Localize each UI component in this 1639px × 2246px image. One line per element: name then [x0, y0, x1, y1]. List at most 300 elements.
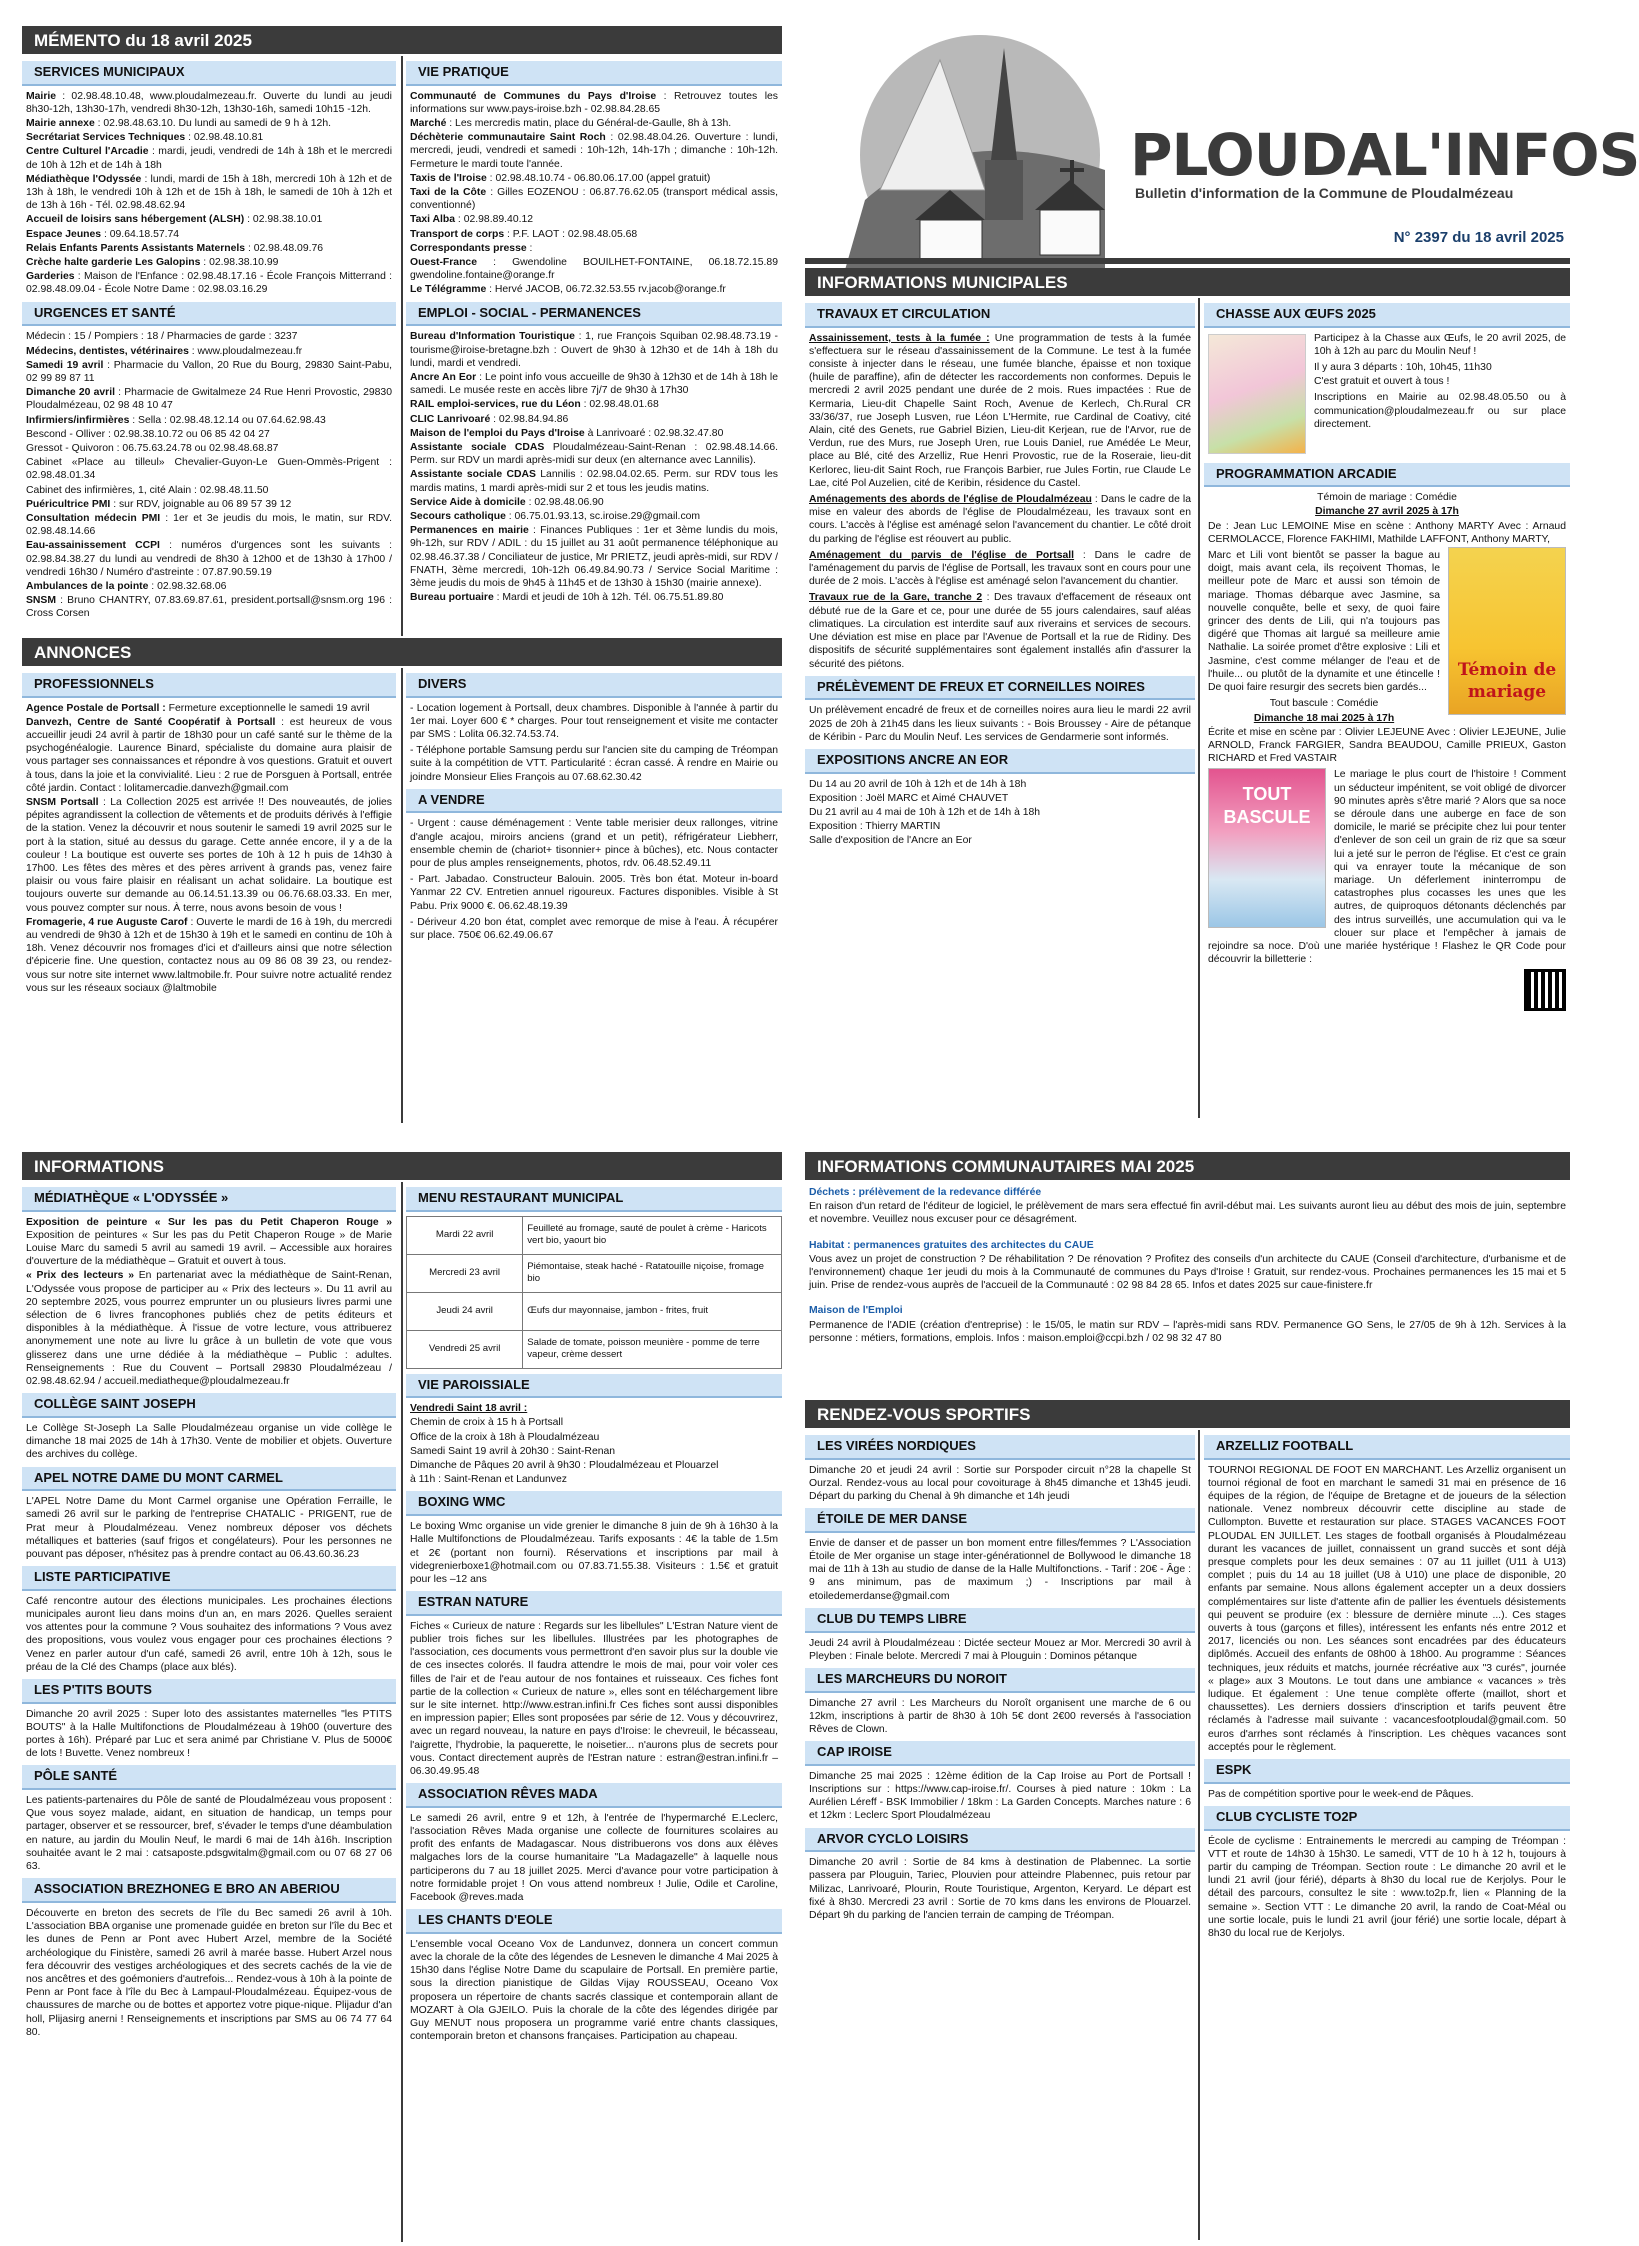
- cap-iroise-heading: CAP IROISE: [805, 1741, 1195, 1766]
- informations-title: INFORMATIONS: [22, 1152, 782, 1180]
- item-text: : P.F. LAOT : 02.98.48.05.68: [504, 228, 638, 240]
- college-text: Le Collège St-Joseph La Salle Ploudalmézeau organise un vide collège le dimanche 18 mai 2025 de 14h à 17h30. Vente de mobilier et objets. Ouverture des archives du collège.: [26, 1422, 392, 1461]
- annonces-divider: [401, 668, 403, 1123]
- paroissiale-heading: VIE PAROISSIALE: [406, 1374, 782, 1399]
- show2-heading: Tout bascule : Comédie: [1269, 698, 1379, 710]
- list-item: [26, 702, 392, 715]
- item-label: Médiathèque l'Odyssée: [26, 173, 142, 185]
- item-text: : 02.98.48.06.90: [525, 496, 604, 508]
- item-text: : www.ploudalmezeau.fr: [188, 345, 303, 357]
- arcadie-block: [1204, 491, 1570, 1011]
- freux-text: Un prélèvement encadré de freux et de corneilles noires aura lieu le mardi 22 avril 2025 de 20h à 21h45 dans les lieux suivants : - Bois Broussey - Aire de pétanque de Kéribin - Parc du Moulin Neuf. Les services de Gendarmerie sont informés.: [809, 705, 1191, 743]
- item-text: : Ouverte le mardi de 16 à 19h, du mercredi au vendredi de 9h30 à 12h et de 15h30 à 19h et le samedi en continu de 10h à 18h. Venez découvrir nos fromages d'ici et d'ailleurs ainsi que notre sélection d'épicerie fine. Une question, contactez nous au 09 86 08 39 23, ou rendez-vous sur notre site internet www.laltmobile.fr. Pour suivre notre actualité rendez vous sur les réseaux sociaux @laltmobile: [26, 916, 392, 994]
- noroit-text: Dimanche 27 avril : Les Marcheurs du Noroît organisent une marche de 6 ou 12km, inscriptions à partir de 8h30 à 10h 5€ dont 2€00 reversés à l'association Rêves de Clown.: [809, 1697, 1191, 1735]
- menu-day: Vendredi 25 avril: [407, 1330, 523, 1368]
- bba-heading: ASSOCIATION BREZHONEG E BRO AN ABERIOU: [22, 1878, 396, 1903]
- item-text: Gressot - Quivoron : 06.75.63.24.78 ou 02.98.48.68.87: [26, 442, 279, 454]
- item-label: Service Aide à domicile: [410, 496, 526, 508]
- list-item: [26, 359, 392, 385]
- list-item: [26, 117, 392, 130]
- eole-heading: LES CHANTS D'EOLE: [406, 1909, 782, 1934]
- list-item: [410, 398, 778, 411]
- list-item: [26, 228, 392, 241]
- communautaires-title: INFORMATIONS COMMUNAUTAIRES MAI 2025: [805, 1152, 1570, 1180]
- menu-heading: MENU RESTAURANT MUNICIPAL: [406, 1187, 782, 1212]
- show2-cast: Écrite et mise en scène par : Olivier LEJEUNE Avec : Olivier LEJEUNE, Julie ARNOLD, Franck FARGIER, Sandra BEAUDOU, Camille PRIEUX, Gaston RICHARD et Fred VASTAIR: [1208, 726, 1566, 765]
- show1-heading: Témoin de mariage : Comédie: [1317, 492, 1457, 504]
- item-text: : 02.98.48.04.26. Ouverture : lundi, mercredi, jeudi, vendredi et samedi : 10h-12h, 14h-17h ; dimanche : 10h-12h. Fermeture le mardi toute l'année.: [410, 132, 778, 170]
- item-label: Crèche halte garderie Les Galopins: [26, 257, 201, 269]
- item-text: : Mardi et jeudi de 10h à 12h. Tél. 06.75.51.89.80: [493, 592, 724, 604]
- expo-line: Du 14 au 20 avril de 10h à 12h et de 14h à 18h: [809, 778, 1027, 790]
- pole-sante-text: Les patients-partenaires du Pôle de santé de Ploudalmézeau vous proposent : Que vous soyez malade, aidant, en situation de handicap, un temps pour partager, observer et se ressourcer, bref, s'évader le temps d'une déambulation en nature, au jardin du Moulin Neuf, le mardi 6 mai de 14h à16h. Inscription souhaitée avant le 2 mai : catsaposte.pdsgwitalm@gmail.com ou 07 68 27 06 63.: [26, 1795, 392, 1873]
- item-text: : Gilles EOZENOU : 06.87.76.62.05 (transport médical assis, conventionné): [410, 187, 778, 212]
- paroissiale-line: à 11h : Saint-Renan et Landunvez: [410, 1474, 567, 1486]
- list-item: [26, 270, 392, 296]
- item-text: : Pharmacie de Gwitalmeze 24 Rue Henri Provostic, 29830 Ploudalmézeau, 02 98 48 10 47: [26, 387, 392, 412]
- item-label: Permanences en mairie: [410, 525, 529, 537]
- chasse-poster-image: [1208, 334, 1306, 454]
- communautaire-item-text: Vous avez un projet de construction ? De réhabilitation ? De rénovation ? Profitez des conseils d'un architecte du CAUE (Conseil d'architecture, d'urbanisme et de l'environnement) chaque 1er jeudi du mois à la Communauté de communes du Pays d'Iroise ! Gratuit, sur rendez-vous. Prochaines permanences les 15 mai et 5 juin. Prise de rendez-vous auprès de l'accueil de la Communauté : 02 98 84 28 65. Infos et dates 2025 sur caue-finistere.fr: [809, 1253, 1566, 1292]
- masthead: [805, 20, 1639, 290]
- menu-row: [407, 1254, 782, 1292]
- menu-row: [407, 1292, 782, 1330]
- item-text: Cabinet «Place au tilleul» Chevalier-Guyon-Le Guen-Ommès-Prigent : 02.98.48.01.34: [26, 457, 392, 482]
- expo-line: Exposition : Thierry MARTIN: [809, 821, 941, 833]
- communautaire-item-title: Habitat : permanences gratuites des architectes du CAUE: [809, 1239, 1094, 1251]
- masthead-subtitle: Bulletin d'information de la Commune de Ploudalmézeau: [1135, 185, 1514, 201]
- list-item: [26, 498, 392, 511]
- travaux-heading: TRAVAUX ET CIRCULATION: [805, 303, 1195, 328]
- travaux-item-title: Travaux rue de la Gare, tranche 2: [809, 592, 983, 604]
- virees-text: Dimanche 20 et jeudi 24 avril : Sortie sur Porspoder circuit n°28 la chapelle St Ourzal. Rendez-vous au local pour covoiturage à 8h45 dimanche et 13h45 jeudi. Départ du parking du Chenal à 9h dimanche et 14h jeudi: [809, 1464, 1191, 1503]
- item-text: : 02.98.48.10.81: [185, 132, 264, 144]
- etoile-heading: ÉTOILE DE MER DANSE: [805, 1508, 1195, 1533]
- list-item: [26, 716, 392, 795]
- boxing-heading: BOXING WMC: [406, 1491, 782, 1516]
- item-label: Garderies: [26, 271, 75, 283]
- item-text: : Gwendoline BOUILHET-FONTAINE, 06.18.72.15.89 gwendoline.fontaine@orange.fr: [410, 257, 778, 282]
- list-item: [410, 524, 778, 590]
- menu-row: [407, 1330, 782, 1368]
- chasse-line-2: Il y aura 3 départs : 10h, 10h45, 11h30: [1314, 362, 1492, 374]
- item-label: Secours catholique: [410, 510, 506, 522]
- item-text: : 02.98.48.09.76: [245, 242, 324, 254]
- to2p-heading: CLUB CYCLISTE TO2P: [1204, 1806, 1570, 1831]
- show1-text: Marc et Lili vont bientôt se passer la bague au doigt, mais avant cela, ils reçoivent Thomas, le meilleur pote de Marc et aussi son témoin de mariage. Thomas débarque avec Jasmine, sa nouvelle conquête, belle et sexy, de quoi faire grincer des dents de Lili, qui n'a toujours pas digéré que Thomas ait largué sa meilleure amie Nathalie. La soirée promet d'être explosive : Lili et Jasmine, c'est comme mélanger de l'eau et de l'huile... ou plutôt de la dynamite et une étincelle ! De quoi faire resurgir des secrets bien gardés...: [1208, 550, 1440, 694]
- list-item: [410, 186, 778, 212]
- item-text: : sur RDV, joignable au 06 89 57 39 12: [110, 498, 292, 510]
- list-item: [410, 413, 778, 426]
- list-item: [410, 242, 778, 255]
- bascule-poster-title: TOUT BASCULE: [1223, 784, 1311, 828]
- communautaire-item-title: Maison de l'Emploi: [809, 1305, 903, 1317]
- list-item: [410, 591, 778, 604]
- list-item: [26, 1269, 392, 1388]
- list-item: [26, 256, 392, 269]
- item-text: : 02.98.32.68.06: [148, 580, 227, 592]
- item-label: CLIC Lanrivoaré: [410, 413, 491, 425]
- list-item: [26, 916, 392, 995]
- item-label: Taxi de la Côte: [410, 187, 487, 199]
- item-text: Médecin : 15 / Pompiers : 18 / Pharmacies de garde : 3237: [26, 331, 298, 343]
- freux-heading: PRÉLÈVEMENT DE FREUX ET CORNEILLES NOIRES: [805, 676, 1195, 701]
- communautaires-section: [805, 1152, 1570, 1346]
- emploi-list: [406, 330, 782, 604]
- services-list: [22, 90, 396, 297]
- reves-text: Le samedi 26 avril, entre 9 et 12h, à l'entrée de l'hypermarché E.Leclerc, l'association Rêves Mada organise une collecte de fournitures scolaires au profit des enfants de Madagascar. Nous distribuerons vos dons aux élèves malgaches lors de la course humanitaire "La Madagazelle" à laquelle nous participerons du 7 au 18 juillet 2025. Merci d'avance pour votre participation à notre formidable projet ! On vous attend nombreux ! Julie, Odile et Caroline, Facebook @reves.mada: [410, 1812, 778, 1904]
- item-text: Fermeture exceptionnelle le samedi 19 avril: [165, 702, 370, 714]
- temps-libre-text: Jeudi 24 avril à Ploudalmézeau : Dictée secteur Mouez ar Mor. Mercredi 30 avril à Pleyben : Finale belote. Mercredi 7 mai à Plouguin : Dominos pétanque: [809, 1637, 1191, 1662]
- item-label: Eau-assainissement CCPI: [26, 540, 160, 552]
- temoin-poster-title: Témoin de mariage: [1457, 660, 1557, 702]
- liste-heading: LISTE PARTICIPATIVE: [22, 1566, 396, 1591]
- item-text: : Les mercredis matin, place du Général-de-Gaulle, 8h à 13h.: [446, 118, 732, 130]
- list-item: [410, 441, 778, 467]
- item-text: : 02.98.38.10.01: [244, 214, 323, 226]
- temoin-poster-image: [1448, 547, 1566, 715]
- vendre-list: [406, 817, 782, 942]
- communautaire-item-text: En raison d'un retard de l'éditeur de logiciel, le prélèvement de mars sera effectué fin avril-début mai. Les suivants auront lieu au début des mois de juin, septembre et novembre. Veuillez nous excuser pour ce désagrément.: [809, 1201, 1566, 1226]
- menu-day: Jeudi 24 avril: [407, 1292, 523, 1330]
- list-item: [410, 427, 778, 440]
- item-label: Taxis de l'Iroise: [410, 172, 487, 184]
- virees-heading: LES VIRÉES NORDIQUES: [805, 1435, 1195, 1460]
- communautaires-list: [805, 1180, 1570, 1345]
- college-heading: COLLÈGE SAINT JOSEPH: [22, 1393, 396, 1418]
- item-text: : est heureux de vous accueillir jeudi 24 avril à partir de 18h30 pour un café santé sur le thème de la psychogénéalogie. Laurence Binard, spécialiste du domaine aura plaisir de vous partager ses connaissances et répondre à vos questions. Gratuit et ouvert à tous, dans la joie et la convivialité. Lieu : 2 rue de Porsguen à Portsall, entrée côté jardin. Contact : lolitamercadie.danvezh@gmail.com: [26, 716, 392, 794]
- list-item: [26, 173, 392, 213]
- chasse-line-1: Participez à la Chasse aux Œufs, le 20 avril 2025, de 10h à 12h au parc du Moulin Neuf !: [1314, 332, 1566, 357]
- list-item: [410, 468, 778, 494]
- item-label: Ouest-France: [410, 257, 477, 269]
- list-item: [26, 145, 392, 171]
- expo-list: [805, 778, 1195, 848]
- item-text: : Sella : 02.98.48.12.14 ou 07.64.62.98.43: [129, 414, 326, 426]
- item-text: : 02.98.89.40.12: [455, 214, 534, 226]
- menu-dishes: Salade de tomate, poisson meunière - pomme de terre vapeur, crème dessert: [523, 1330, 782, 1368]
- list-item: [26, 414, 392, 427]
- travaux-item-text: Une programmation de tests à la fumée s'effectuera sur le réseau d'assainissement de la Commune. Le test à la fumée consiste à injecter dans le réseau, une fumée blanche, épaisse et non toxique (huile de paraffine), afin de détecter les raccordements non conformes. Depuis le mercredi 2 avril 2025 pendant une durée de 2 mois. Rues impactées : Rue de Kermaria, Lieu-dit Chapelle Saint Roch, Avenue de Kerlech, Ch.Rural CR 33/36/37, rue Joseph Lusven, rue Léon L'Hermite, rue Cardinal de Coativy, cité Alain, cité des Genets, rue Gabriel Bizien, Lieu-dit Kerjean, rue de l'Arvor, rue de Verdun, rue des Murs, rue Joseph Uren, rue Louis Daniel, rue Amédée Le Meur, place au Blé, cité des Arzelliz, Rue Henri Provostic, rue de la Roseraie, lieu-dit Kerlorec, lieu-dit Saint Roch, rue François Barbier, rue Jules Fortin, rue Claude Le Lae, cité Pol Auzelien, cité de Keribin, résidence du Castel.: [809, 332, 1191, 489]
- annonces-left-column: [22, 668, 396, 996]
- mediatheque-list: [22, 1216, 396, 1389]
- annonces-section: [22, 638, 782, 666]
- item-text: à Lanrivoaré : 02.98.32.47.80: [584, 427, 724, 439]
- etoile-text: Envie de danser et de passer un bon moment entre filles/femmes ? L'Association Étoile de Mer organise un stage inter-générationnel de Bollywood le dimanche 18 mai de 11h à 13h au studio de danse de la Halle Multifonctions. - Tarif : 20€ - Âge : 9 ans minimum, pas de maximum ;) - Inscriptions par mail à etoiledemerdanse@gmail.com: [809, 1537, 1191, 1602]
- item-text: : 02.98.48.10.48, www.ploudalmezeau.fr. Ouverte du lundi au jeudi 8h30-12h, 13h30-17h, vendredi 8h30-12h, 13h30-16h, samedi 10h15 -12h.: [26, 90, 392, 115]
- urgences-list: [22, 330, 396, 620]
- list-item: [26, 442, 392, 455]
- list-item: [410, 228, 778, 241]
- item-text: : 02.98.38.10.99: [200, 257, 279, 269]
- list-item: [410, 256, 778, 282]
- services-municipaux-heading: SERVICES MUNICIPAUX: [22, 61, 396, 86]
- estran-text: Fiches « Curieux de nature : Regards sur les libellules" L'Estran Nature vient de publier trois fiches sur les libellules. Illustrées par les photographes de l'association, ces documents vous permettront d'en savoir plus sur la double vie de ces insectes colorés. Il faudra attendre le mois de mai, pour voir voler ces filles de l'air et de l'eau autour de nos fontaines et ruisseaux. Ces fiches font partie de la collection « Curieux de nature », elles sont en téléchargement libre sur le site internet. http://www.estran.infini.fr Ces fiches sont aussi disponibles en impression papier; Elles sont proposées par série de 12. Vous y découvrirez, avec un regard nouveau, la nature en pays d'Iroise: le chevreuil, le bécasseau, l'aigrette, l'hydrobie, la paquerette, le noisetier... n'aurons plus de secrets pour vous. Contact directement auprès de l'Estran nature : estran@estran.infini.fr – 06.30.49.95.48: [410, 1620, 778, 1777]
- ptits-bouts-text: Dimanche 20 avril 2025 : Super loto des assistantes maternelles "les PTITS BOUTS" à la Halle Multifonctions de Ploudalmézeau à 19h00 (ouverture des portes à 16h). Préparé par Luc et sera animé par Christiane V. Plus de 5000€ de lots ! Buvette. Venez nombreux !: [26, 1708, 392, 1760]
- memento-section: [22, 26, 782, 54]
- arvor-text: Dimanche 20 avril : Sortie de 84 kms à destination de Plabennec. La sortie passera par Plouguin, Tariec, Plouvien pour atteindre Plabennec, puis retour par Milizac, Lanrivoaré, Plourin, Route Touristique, Argenton, Keryard. Le départ est fixé à 8h30. Mercredi 23 avril : Sortie de 70 kms dans les environs de Plouarzel. Départ 9h du parking de l'ancien terrain de camping de Tréompan.: [809, 1857, 1191, 1922]
- liste-text: Café rencontre autour des élections municipales. Les prochaines élections municipales auront lieu dans moins d'un an, en mars 2026. Quelles seraient vos attentes pour la commune ? Vous souhaitez des informations ? Vous avez des propositions, vous voulez vous engager pour ces prochaines élections ? Venez en parler autour d'un café, samedi 26 avril, entre 10h à 12h, sous le préau de la Clé des Champs (place aux blés).: [26, 1595, 392, 1673]
- item-text: : La Collection 2025 est arrivée !! Des nouveautés, de jolies pépites agrandissent la collection de vêtements et de produits dérivés à l'effigie de la station. Venez la découvrir et nous soutenir le samedi 19 avril 2025 sur le port à la station, situé au dessus du garage. Cette année encore, il y a de la couleur ! La boutique est ouverte ses portes de 10h à 12 h puis de 14h30 à 17h00. Les fêtes des mères et des pères arrivent à grands pas, venez faire plaisir ou vous faire plaisir en réalisant un achat solidaire. La boutique est toujours ouverte sur demande au 06.14.51.13.39 ou 06.76.68.03.33. En mer, vous pouvez compter sur nous. À terre, nous avons besoin de vous !: [26, 797, 392, 914]
- eole-text: L'ensemble vocal Oceano Vox de Landunvez, donnera un concert commun avec la chorale de la côte des légendes de Lesneven le dimanche 4 Mai 2025 à 15h30 dans l'église Notre Dame du scapulaire de Portsall. En première partie, sous la direction pianistique de Gildas Vijay ROUSSEAU, Oceano Vox proposera un répertoire de chants sacrés classique et contemporain allant de MOZART à Ola GJEILO. Puis la chorale de la côte des légendes dirigée par Guy MENUT nous proposera un programme varié entre chants classiques, contemporain breton et chansons françaises. Participation au chapeau.: [410, 1938, 778, 2043]
- item-text: : Maison de l'Enfance : 02.98.48.17.16 - École François Mitterrand : 02.98.48.09.04 - École Notre Dame : 02.98.03.16.29: [26, 271, 392, 296]
- item-label: Mairie annexe: [26, 118, 95, 130]
- list-item: [26, 386, 392, 412]
- expo-heading: EXPOSITIONS ANCRE AN EOR: [805, 749, 1195, 774]
- infos-municipales-section: [805, 268, 1570, 296]
- travaux-item: [809, 493, 1191, 546]
- item-label: Transport de corps: [410, 228, 505, 240]
- travaux-item-text: : Des travaux d'effacement de réseaux ont débuté rue de la Gare et ce, pour une durée de 55 jours calendaires, sauf aléas climatiques. La circulation est interdite sauf aux riverains et services de secours. Une déviation est mise en place par l'Avenue de Portsall et la rue de Ridiny. Des dispositifs de sécurité supplémentaires sont également installés afin d'assurer la sécurité des piétons.: [809, 592, 1191, 670]
- list-item: [26, 242, 392, 255]
- vendre-item: - Urgent : cause déménagement : Vente table merisier deux rallonges, vitrine d'angle acajou, miroirs anciens (grand et un petit), réfrigérateur Liebherr, ensemble chemin de (chariot+ tisonnier+ pince à bûches), etc. Nous contacter pour de plus amples renseignements, photos, rdv. 06.48.52.49.11: [410, 818, 778, 870]
- chasse-line-4: Inscriptions en Mairie au 02.98.48.05.50 ou à communication@ploudalmezeau.fr ou sur place directement.: [1314, 392, 1566, 430]
- expo-line: Du 21 avril au 4 mai de 10h à 12h et de 14h à 18h: [809, 806, 1041, 818]
- travaux-item-title: Aménagement du parvis de l'église de Portsall: [809, 549, 1075, 561]
- item-text: : 1, rue François Squiban 02.98.48.73.19 - tourisme@iroise-bretagne.bzh : Ouvert de 9h30 à 12h30 et de 14h à 18h du lundi, mardi et vendredi.: [410, 331, 778, 369]
- item-label: Maison de l'emploi du Pays d'Iroise: [410, 427, 585, 439]
- list-item: [410, 213, 778, 226]
- item-text: Exposition de peintures « Sur les pas du Petit Chaperon Rouge » de Marie Louise Marc du samedi 5 avril au samedi 19 avril. – Accessible aux horaires d'ouverture de la médiathèque – Gratuit et ouvert à tous.: [26, 1229, 392, 1268]
- list-item: [26, 456, 392, 482]
- memento-divider: [401, 56, 403, 636]
- memento-right-column: [406, 56, 782, 605]
- arvor-heading: ARVOR CYCLO LOISIRS: [805, 1828, 1195, 1853]
- divers-item: - Location logement à Portsall, deux chambres. Disponible à l'année à partir du 1er mai. Loyer 600 € * charges. Pour tout renseignement et visite me contacter par SMS : Lolita 06.32.74.53.74.: [410, 702, 778, 741]
- list-item: [26, 213, 392, 226]
- travaux-item-title: Aménagements des abords de l'église de Ploudalmézeau: [809, 494, 1092, 506]
- item-text: Bescond - Olliver : 02.98.38.10.72 ou 06 85 42 04 27: [26, 428, 270, 440]
- item-label: Puéricultrice PMI: [26, 498, 111, 510]
- item-label: Médecins, dentistes, vétérinaires: [26, 345, 189, 357]
- item-label: RAIL emploi-services, rue du Léon: [410, 399, 581, 411]
- travaux-item-text: : Dans le cadre de l'aménagement du parvis de l'église de Portsall, les travaux sont en cours pour une durée de 2 mois. L'accès à l'église est aménagé selon l'avancement du chantier.: [809, 549, 1192, 588]
- item-text: : Retrouvez toutes les informations sur www.pays-iroise.bzh - 02.98.84.28.65: [410, 90, 778, 115]
- noroit-heading: LES MARCHEURS DU NOROIT: [805, 1668, 1195, 1693]
- list-item: [26, 594, 392, 620]
- informations-section: [22, 1152, 782, 1180]
- list-item: [26, 330, 392, 343]
- item-text: : numéros d'urgences sont les suivants : 02.98.84.38.27 du lundi au vendredi de 8h30 à 12h00 et de 13h30 à 17h00 / vendredi 16h30 / Numéro d'astreinte : 07.87.90.59.19: [26, 540, 392, 578]
- item-text: : mardi, jeudi, vendredi de 14h à 18h et le mercredi de 10h à 12h et de 14h à 18h: [26, 146, 392, 171]
- list-item: [410, 90, 778, 116]
- list-item: [410, 371, 778, 397]
- item-text: Ploudalmézeau-Saint-Renan : 02.98.48.14.66. Perm. sur RDV un mardi après-midi sur deux (en alternance avec Lannilis).: [410, 441, 778, 467]
- urgences-heading: URGENCES ET SANTÉ: [22, 302, 396, 327]
- item-label: Exposition de peinture « Sur les pas du Petit Chaperon Rouge »: [26, 1216, 392, 1228]
- chasse-line-3: C'est gratuit et ouvert à tous !: [1314, 376, 1450, 388]
- paroissiale-line: Chemin de croix à 15 h à Portsall: [410, 1417, 564, 1429]
- item-label: Relais Enfants Parents Assistants Maternels: [26, 242, 246, 254]
- item-label: Samedi 19 avril: [26, 359, 104, 371]
- informations-right-column: [406, 1182, 782, 2043]
- professionnels-list: [22, 702, 396, 995]
- communautaire-item-text: Permanence de l'ADIE (création d'entreprise) : le 15/05, le matin sur RDV – l'après-midi sans RDV. Permanence GO Sens, le 27/05 de 9h à 12h. Services à la personne : métiers, formations, emplois. Infos : maison.emploi@ccpi.bzh / 02 98 32 47 80: [809, 1319, 1566, 1344]
- menu-table: [406, 1216, 782, 1369]
- item-label: Marché: [410, 118, 447, 130]
- logo-text: PLOUDAL'INFOS: [1130, 121, 1639, 189]
- vie-pratique-heading: VIE PRATIQUE: [406, 61, 782, 86]
- item-text: : Finances Publiques : 1er et 3ème lundis du mois, 9h-12h, sur RDV / ADIL : du 15 juillet au 31 août permanence téléphonique au 02.98.46.37.38 / Conciliateur de justice, Mr PRIETZ, jeudi après-midi, sur RDV / FNATH, 3ème mercredi, 10h-12h 06.49.84.90.73 / Service Social Maritime : 3ème jeudis du mois de 9h45 à 11h45 et de 13h30 à 15h30 (mairie annexe).: [410, 525, 779, 589]
- item-label: Secrétariat Services Techniques: [26, 132, 186, 144]
- estran-heading: ESTRAN NATURE: [406, 1591, 782, 1616]
- item-label: SNSM: [26, 595, 57, 607]
- qr-code-icon[interactable]: [1524, 969, 1566, 1011]
- chasse-block: [1204, 332, 1570, 458]
- sportifs-title: RENDEZ-VOUS SPORTIFS: [805, 1400, 1570, 1428]
- list-item: [410, 496, 778, 509]
- menu-row: [407, 1216, 782, 1254]
- arcadie-heading: PROGRAMMATION ARCADIE: [1204, 463, 1570, 488]
- memento-title: MÉMENTO du 18 avril 2025: [22, 26, 782, 54]
- item-label: Agence Postale de Portsall :: [26, 702, 166, 714]
- informations-divider: [401, 1182, 403, 2242]
- item-label: Centre Culturel l'Arcadie: [26, 146, 149, 158]
- professionnels-heading: PROFESSIONNELS: [22, 673, 396, 698]
- issue-number: N° 2397 du 18 avril 2025: [1393, 229, 1564, 246]
- divers-list: [406, 702, 782, 784]
- show1-date: Dimanche 27 avril 2025 à 17h: [1315, 506, 1459, 518]
- item-text: : lundi, mardi de 15h à 18h, mercredi 10h à 12h et de 13h à 18h, le vendredi 10h à 12h et de 15h à 18h, le samedi de 10h à 12h et de 13h à 16h - Tél. 02.98.48.62.94: [26, 173, 392, 212]
- list-item: [26, 428, 392, 441]
- memento-left-column: [22, 56, 396, 622]
- item-text: Cabinet des infirmières, 1, cité Alain : 02.98.48.11.50: [26, 484, 269, 496]
- apel-heading: APEL NOTRE DAME DU MONT CARMEL: [22, 1467, 396, 1492]
- expo-line: Exposition : Joël MARC et Aimé CHAUVET: [809, 792, 1009, 804]
- item-text: :: [526, 242, 533, 254]
- travaux-item: [809, 591, 1191, 670]
- travaux-item-title: Assainissement, tests à la fumée :: [809, 332, 990, 344]
- item-text: : Pharmacie du Vallon, 20 Rue du Bourg, 29830 Saint-Pabu, 02 99 89 87 11: [26, 359, 392, 384]
- item-label: Mairie: [26, 90, 57, 102]
- item-text: : 06.75.01.93.13, sc.iroise.29@gmail.com: [505, 510, 701, 522]
- item-label: Infirmiers/infirmières: [26, 414, 130, 426]
- item-label: Fromagerie, 4 rue Auguste Carof: [26, 916, 188, 928]
- item-text: : 02.98.48.63.10. Du lundi au samedi de 9 h à 12h.: [94, 118, 332, 130]
- communautaire-item-title: Déchets : prélèvement de la redevance différée: [809, 1187, 1042, 1198]
- temps-libre-heading: CLUB DU TEMPS LIBRE: [805, 1608, 1195, 1633]
- list-item: [26, 512, 392, 538]
- vendre-item: - Dériveur 4.20 bon état, complet avec remorque de mise à l'eau. À récupérer sur place. 750€ 06.62.49.06.67: [410, 916, 778, 942]
- item-label: Bureau d'Information Touristique: [410, 331, 575, 343]
- item-text: : 09.64.18.57.74: [101, 228, 180, 240]
- item-text: : Le point info vous accueille de 9h30 à 12h30 et de 14h à 18h le samedi. Le musée reste en accès libre 7j/7 de 9h30 à 17h30: [410, 371, 778, 397]
- sportifs-section: [805, 1400, 1570, 1428]
- emploi-heading: EMPLOI - SOCIAL - PERMANENCES: [406, 302, 782, 327]
- list-item: [410, 330, 778, 370]
- paroissiale-line: Samedi Saint 19 avril à 20h30 : Saint-Renan: [410, 1445, 616, 1457]
- arzelliz-heading: ARZELLIZ FOOTBALL: [1204, 1435, 1570, 1460]
- item-label: Assistante sociale CDAS: [410, 469, 536, 481]
- list-item: [410, 283, 778, 296]
- municipales-divider: [1198, 298, 1200, 1118]
- paroissiale-line: Office de la croix à 18h à Ploudalmézeau: [410, 1431, 600, 1443]
- bba-text: Découverte en breton des secrets de l'île du Bec samedi 26 avril à 10h. L'association BBA organise une promenade guidée en breton sur l'île du Bec et les dunes de Penn ar Pont avec Hubert Arzel, membre de la Société archéologique du Finistère, samedi 26 avril à marée basse. Hubert Arzel nous fera découvrir des vestiges archéologiques et des secrets cachés de la vie de nos ancêtres et des goémoniers d'autrefois... Rendez-vous à 10h à la pointe de Penn ar Pont face à l'île du Bec à Lampaul-Ploudalmézeau. Équipez-vous de chaussures de marche ou de bottes et apportez votre pique-nique. Plijadur d'an holl, Plijasirg anerni ! Renseignements et inscriptions par SMS au 06 74 77 64 80.: [26, 1907, 392, 2038]
- list-item: [26, 345, 392, 358]
- infos-municipales-title: INFORMATIONS MUNICIPALES: [805, 268, 1570, 296]
- show2-date: Dimanche 18 mai 2025 à 17h: [1253, 712, 1395, 724]
- espk-text: Pas de compétition sportive pour le week-end de Pâques.: [1208, 1788, 1474, 1800]
- travaux-item-text: : Dans le cadre de la mise en valeur des abords de l'église de Ploudalmézeau, les travaux sont en cours. L'accès à l'église est aménagé selon l'avancement du chantier. Le côté droit du parking de l'église est réouvert au public.: [809, 494, 1191, 545]
- item-label: Accueil de loisirs sans hébergement (ALSH): [26, 214, 245, 226]
- item-label: Danvezh, Centre de Santé Coopératif à Portsall: [26, 716, 276, 728]
- item-text: En partenariat avec la médiathèque de Saint-Renan, L'Odyssée vous propose de participer au « Prix des lecteurs ». Du 11 avril au 20 septembre 2025, vous pourrez emprunter un ou plusieurs livres parmi une sélection de 6 livres francophones publiés chez de petits éditeurs et disponibles à la médiathèque. À l'issue de votre lecture, vous attribuerez anonymement une note au livre lu grâce à un bulletin de vote que vous glisserez dans une urne dédiée à la médiathèque – Public : adultes. Renseignements : Rue du Couvent – Portsall 29830 Ploudalmézeau / 02.98.48.62.94 / accueil.mediatheque@ploudalmezeau.fr: [26, 1270, 392, 1388]
- annonces-right-column: [406, 668, 782, 943]
- item-text: : Bruno CHANTRY, 07.83.69.87.61, president.portsall@snsm.org 196 : Cross Corsen: [26, 595, 392, 620]
- list-item: [26, 484, 392, 497]
- to2p-text: École de cyclisme : Entrainements le mercredi au camping de Tréompan : VTT et route de 14h30 à 15h30. Le samedi, VTT de 10 h à 12 h, toujours à partir du camping de Tréompan. Section route : Le dimanche 20 avril et le lundi 21 avril (jour férié), départs à 8h30 du local rue de Kerjolys. Pour le détail des parcours, consultez le site : www.to2p.fr, lien « Planning de la semaine ». Section VTT : Le dimanche 20 avril, la rando de Coat-Méal ou une sortie locale, puis le lundi 21 avril (jour férié) une sortie locale, départ à 8h30 du local rue de Kerjolys.: [1208, 1835, 1566, 1939]
- menu-dishes: Piémontaise, steak haché - Ratatouille niçoise, fromage bio: [523, 1254, 782, 1292]
- item-label: Taxi Alba: [410, 214, 456, 226]
- list-item: [26, 90, 392, 116]
- item-text: : 1er et 3e jeudis du mois, le matin, sur RDV. 02.98.48.14.66: [26, 512, 392, 538]
- item-label: Espace Jeunes: [26, 228, 102, 240]
- pole-sante-heading: PÔLE SANTÉ: [22, 1765, 396, 1790]
- item-label: Dimanche 20 avril: [26, 387, 115, 399]
- list-item: [410, 117, 778, 130]
- item-text: : 02.98.48.01.68: [580, 399, 659, 411]
- list-item: [26, 580, 392, 593]
- item-label: Ancre An Eor: [410, 371, 477, 383]
- item-label: Assistante sociale CDAS: [410, 441, 545, 453]
- cap-iroise-text: Dimanche 25 mai 2025 : 12ème édition de la Cap Iroise au Port de Portsall ! Inscriptions sur : https://www.cap-iroise.fr/. Courses à pied nature : 10km : La Aurélien Léreff - BSK Immobilier / 18km : La Garden Concepts. Marches nature : 6 et 12km : Leclerc Sport Ploudalmézeau: [809, 1770, 1191, 1822]
- informations-left-column: [22, 1182, 396, 2039]
- arzelliz-text: TOURNOI REGIONAL DE FOOT EN MARCHANT. Les Arzelliz organisent un tournoi régional de foot en marchant le samedi 31 mai en présence de 16 équipes de la région, de l'équipe de Bretagne et de joueurs de la sélection nationale. Venez nombreux découvrir cette discipline au stade de Cullompton. Buvette et restauration sur place. STAGES VACANCES FOOT PLOUDAL EN JUILLET. Les stages de football organisés à Ploudalmézeau durant les vacances de juillet, connaissent un grand succès et sont déjà presque complets pour les deux semaines : 07 au 11 juillet (U11 à U13) complet ; puis du 14 au 18 juillet (U8 à U10) une place de disponible, 20 enfants par semaine. Nous allons également accepter un a deux dossiers complémentaires sur liste d'attente afin de pallier les éventuels désistements qui peuvent se produire (ex : blessure de dernière minute ...). Ces stages ouverts à tous (garçons et filles), intéressent les enfants nés entre 2012 et 2017, licenciés ou non. Les séances sont encadrées par des éducateurs diplômés. Accueil des enfants de 08h00 à 18h00. Au programme : Séances techniques, jeux réduits et matchs, journée récréative aux "3 curés", journée « plage» aux 3 Moutons. Le tout dans une ambiance « vacances » très ludique. Et également : Une tenue complète offerte (maillot, short et chaussettes). Les derniers dossiers d'inscription et tarifs peuvent être réclamés à l'adresse mail suivante : vacancesfootploudal@gmail.com. 50 euros d'arrhes sont réclamés à l'inscription. Les chèques vacances sont acceptés pour le règlement.: [1208, 1464, 1566, 1753]
- sportifs-divider: [1198, 1430, 1200, 2240]
- paroissiale-line: Dimanche de Pâques 20 avril à 9h30 : Ploudalmézeau et Plouarzel: [410, 1460, 719, 1472]
- sportifs-left-column: [805, 1430, 1195, 1922]
- reves-heading: ASSOCIATION RÊVES MADA: [406, 1783, 782, 1808]
- item-text: : 02.98.84.94.86: [490, 413, 569, 425]
- annonces-title: ANNONCES: [22, 638, 782, 666]
- item-text: : Hervé JACOB, 06.72.32.53.55 rv.jacob@orange.fr: [486, 284, 726, 296]
- municipales-right-column: [1204, 298, 1570, 1011]
- vendre-item: - Part. Jabadao. Constructeur Balouin. 2005. Très bon état. Moteur in-board Yanmar 22 CV. Entretien annuel rigoureux. Factures disponibles. Visible à St Pabu. Prix 9000 €. 06.62.48.19.39: [410, 874, 778, 912]
- menu-day: Mercredi 23 avril: [407, 1254, 523, 1292]
- travaux-item: [809, 549, 1191, 589]
- chasse-heading: CHASSE AUX ŒUFS 2025: [1204, 303, 1570, 328]
- paroissiale-list: [406, 1402, 782, 1486]
- list-item: [26, 539, 392, 579]
- sportifs-right-column: [1204, 1430, 1570, 1940]
- list-item: [410, 510, 778, 523]
- item-text: : 02.98.48.10.74 - 06.80.06.17.00 (appel gratuit): [486, 172, 711, 184]
- item-label: Déchèterie communautaire Saint Roch: [410, 132, 606, 144]
- item-label: Consultation médecin PMI: [26, 512, 161, 524]
- divers-heading: DIVERS: [406, 673, 782, 698]
- vie-pratique-list: [406, 90, 782, 297]
- item-label: Communauté de Communes du Pays d'Iroise: [410, 90, 657, 102]
- item-label: Correspondants presse: [410, 242, 527, 254]
- apel-text: L'APEL Notre Dame du Mont Carmel organise une Opération Ferraille, le samedi 26 avril sur le parking de l'entreprise CHATALIC - PRIGENT, rue de Prat meur à Ploudalmézeau. Venez nombreux déposer vos déchets métalliques et batteries (sauf frigos et congélateurs). Pour les personnes ne pouvant pas déposer, n'hésitez pas à prendre contact au 06.43.60.36.23: [26, 1496, 392, 1560]
- paroissiale-line: Vendredi Saint 18 avril :: [410, 1403, 528, 1415]
- espk-heading: ESPK: [1204, 1759, 1570, 1784]
- travaux-list: [805, 332, 1195, 671]
- list-item: [410, 131, 778, 171]
- show1-cast: De : Jean Luc LEMOINE Mise en scène : Anthony MARTY Avec : Arnaud CERMOLACCE, Florence FAKHIMI, Mathilde LAFFONT, Anthony MARTY,: [1208, 520, 1566, 545]
- item-label: SNSM Portsall: [26, 797, 99, 809]
- item-label: Ambulances de la pointe: [26, 580, 149, 592]
- item-label: Bureau portuaire: [410, 592, 494, 604]
- vendre-heading: A VENDRE: [406, 789, 782, 814]
- travaux-item: [809, 332, 1191, 490]
- show2-text: Le mariage le plus court de l'histoire ! Comment un séducteur impénitent, se voit obligé de divorcer 90 minutes après s'être marié ? Alors que sa noce se déroule dans une auberge en face de son domicile, le marié se précipite chez lui pour tenter d'enlever de son ceil un grain de riz que sa sœur lui a jeté sur le perron de l'église. Et c'est ce grain qui va enrayer toute la mécanique de son mariage. Un déferlement ininterrompu de catastrophes plus cocasses les unes que les autres, de quiproquos détonants déclenchés par des intrus surveillés, une accumulation qui va le clouer sur place et l'empêcher à jamais de rejoindre sa noce. D'où une mariée hystérique ! Flashez le QR Code pour découvrir la billetterie :: [1208, 769, 1566, 966]
- list-item: [26, 1216, 392, 1269]
- list-item: [26, 131, 392, 144]
- menu-dishes: Œufs dur mayonnaise, jambon - frites, fruit: [523, 1292, 782, 1330]
- item-label: Le Télégramme: [410, 284, 487, 296]
- divers-item: - Téléphone portable Samsung perdu sur l'ancien site du camping de Tréompan suite à la compétition de VTT. Particularité : écran cassé. À rendre en Mairie ou joindre Monsieur Elies François au 07.68.62.30.42: [410, 745, 778, 783]
